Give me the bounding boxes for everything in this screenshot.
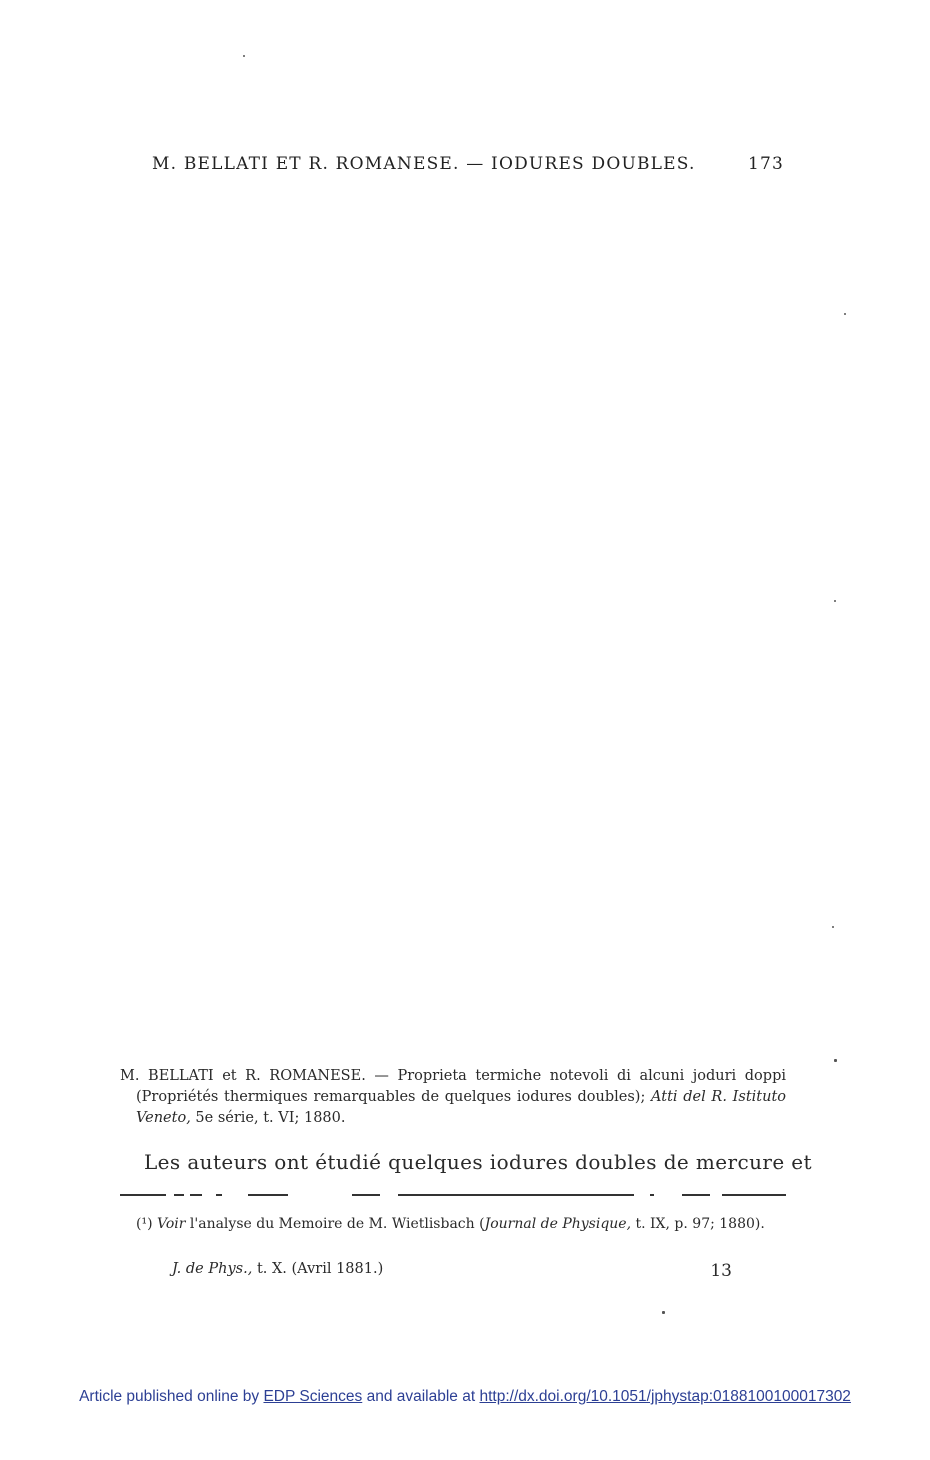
reference-authors: M. BELLATI et R. ROMANESE. <box>120 1068 366 1084</box>
page-footer <box>120 1261 732 1285</box>
running-head <box>152 154 784 182</box>
scan-speck <box>243 55 245 57</box>
reference-title: Proprieta termiche notevoli di alcuni joduri doppi (Propriétés thermiques remarquables de quelques iodures doubles); <box>136 1068 786 1105</box>
page-number: 173 <box>747 154 784 174</box>
footnote-text-a: l'analyse du Memoire de M. Wietlisbach ( <box>189 1216 485 1232</box>
footnote-voir: Voir <box>157 1216 186 1232</box>
bibliographic-reference <box>120 1066 786 1129</box>
signature-mark: 13 <box>710 1261 732 1281</box>
footer-journal-line <box>172 1261 383 1277</box>
footnote-separator <box>120 1194 786 1197</box>
footer-journal: J. de Phys., <box>172 1261 253 1277</box>
footnote <box>120 1214 786 1235</box>
footnote-journal: Journal de Physique, <box>484 1216 632 1232</box>
scan-speck <box>662 1311 665 1314</box>
footnote-text-b: t. IX, p. 97; 1880). <box>635 1216 765 1232</box>
reference-journal: Atti del R. Istituto Veneto, <box>136 1089 786 1126</box>
scan-speck <box>834 1059 837 1062</box>
publisher-link[interactable]: EDP Sciences <box>263 1388 363 1405</box>
reference-series: 5e série, t. VI; 1880. <box>195 1110 346 1126</box>
scan-speck <box>834 600 836 602</box>
footer-volume: t. X. (Avril 1881.) <box>256 1261 384 1277</box>
reference-dash: — <box>365 1068 398 1084</box>
banner-prefix: Article published online by <box>79 1388 260 1405</box>
scan-speck <box>844 313 846 315</box>
publisher-banner <box>0 1388 930 1406</box>
banner-middle: and available at <box>366 1388 476 1405</box>
footnote-marker: (¹) <box>136 1216 153 1232</box>
doi-link[interactable]: http://dx.doi.org/10.1051/jphystap:0188100100017302 <box>479 1388 851 1405</box>
running-head-title: M. BELLATI ET R. ROMANESE. — IODURES DOUBLES. <box>152 154 696 174</box>
scan-speck <box>832 926 834 928</box>
body-paragraph: Les auteurs ont étudié quelques iodures doubles de mercure et <box>144 1150 812 1174</box>
